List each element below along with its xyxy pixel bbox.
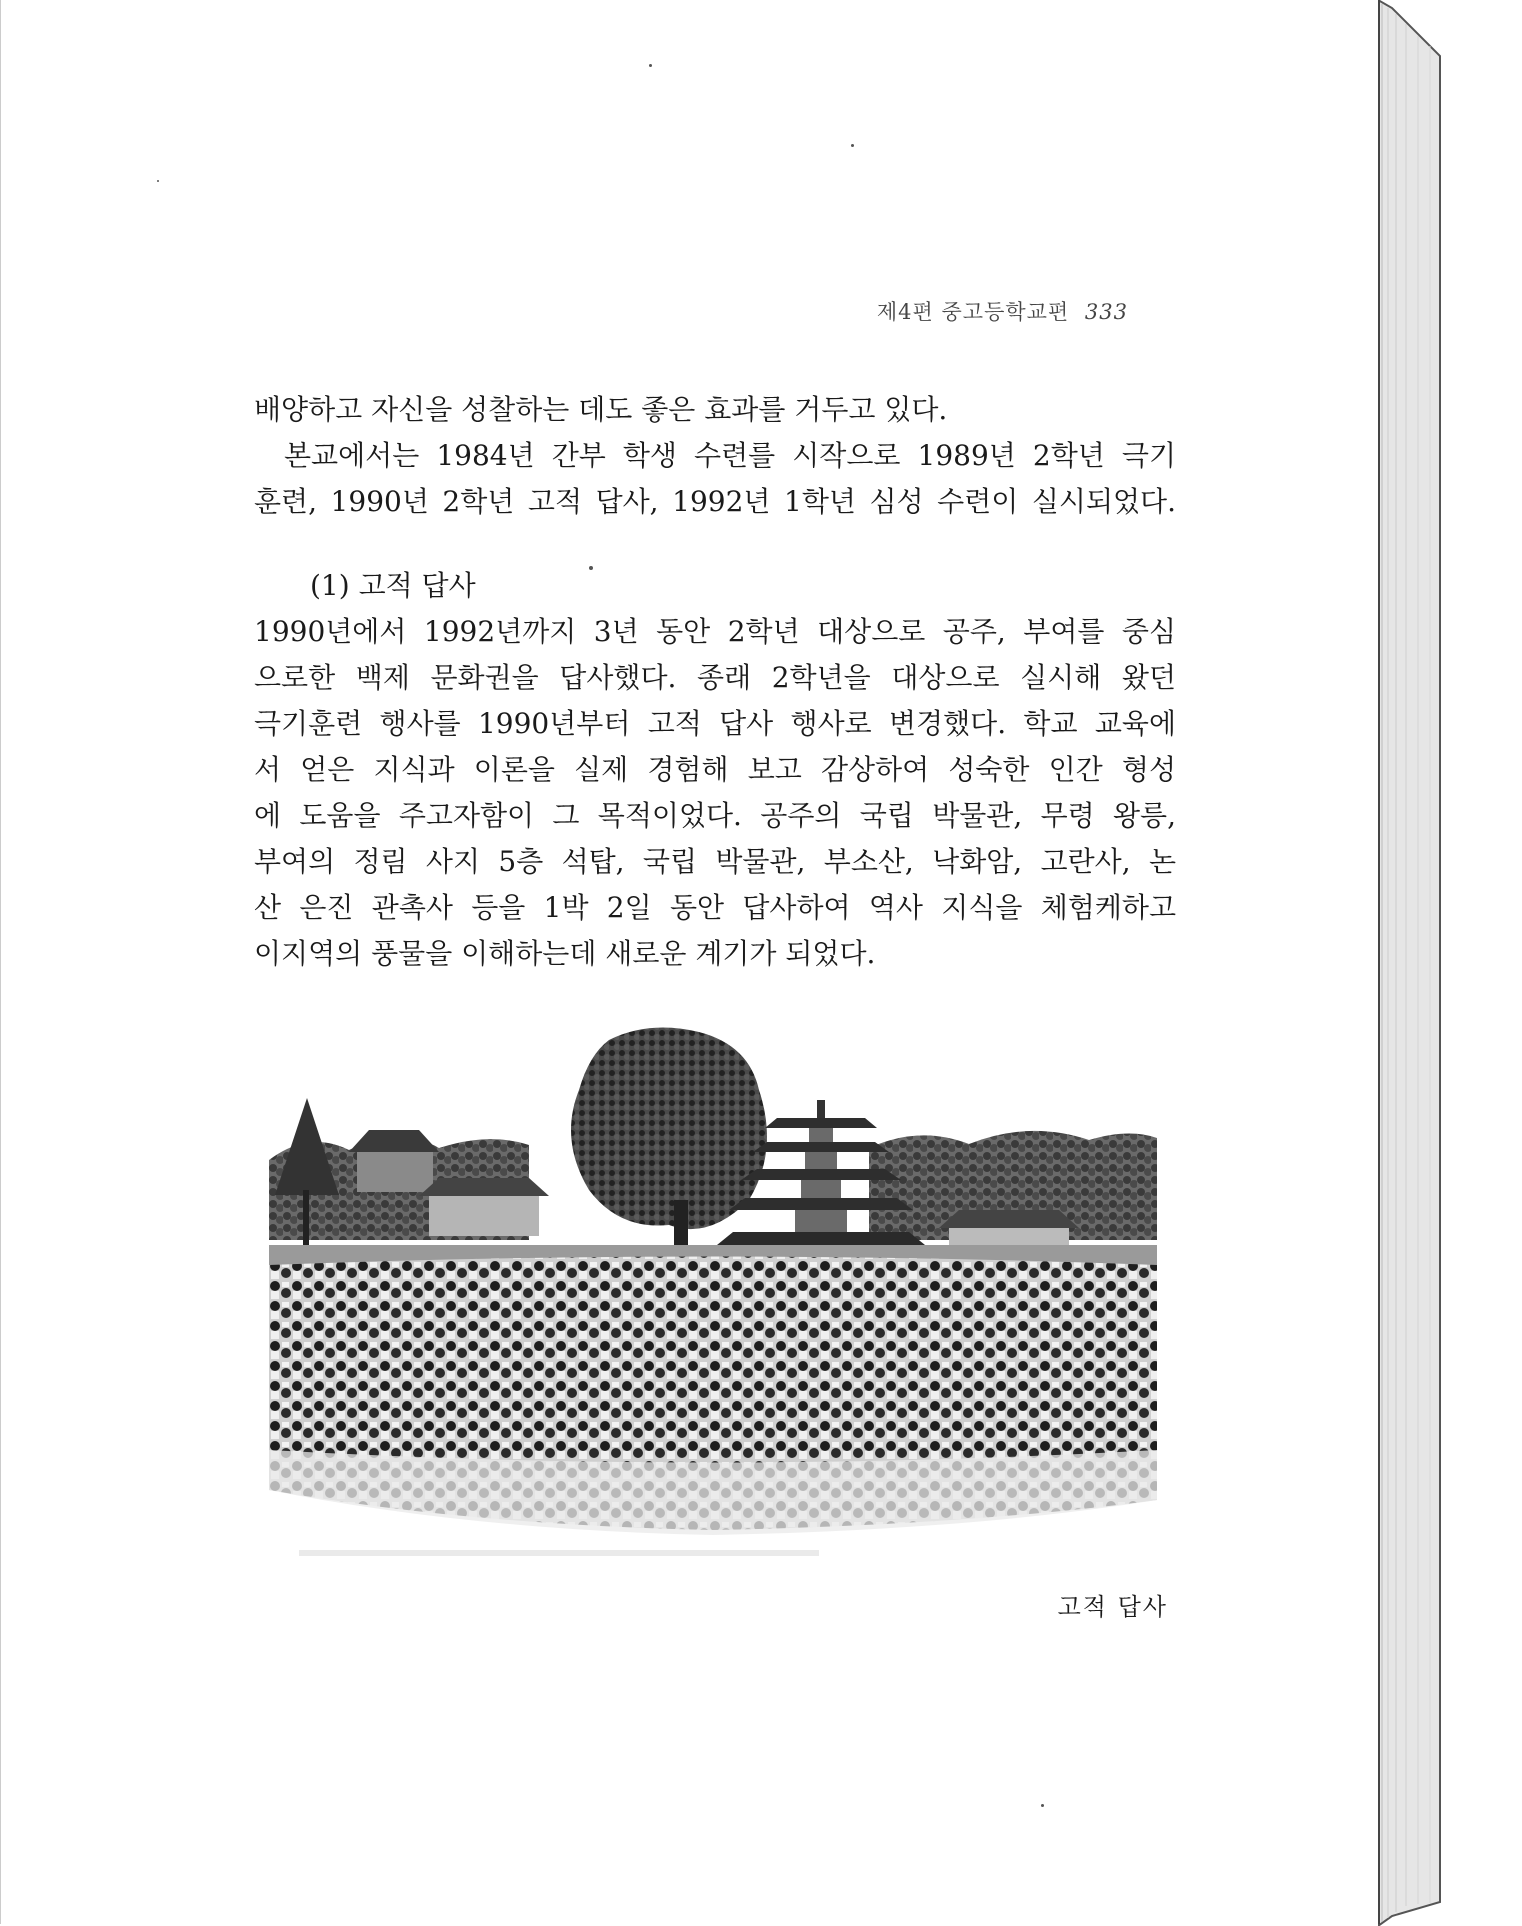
- page-number: 333: [1084, 300, 1128, 324]
- text-line: 1990년에서 1992년까지 3년 동안 2학년 대상으로 공주, 부여를 중심: [254, 615, 1176, 648]
- text-line: 에 도움을 주고자함이 그 목적이었다. 공주의 국립 박물관, 무령 왕릉,: [254, 799, 1176, 832]
- running-head: [877, 296, 1128, 326]
- section-title: 제4편 중고등학교편: [876, 300, 1070, 324]
- text-line: 극기훈련 행사를 1990년부터 고적 답사 행사로 변경했다. 학교 교육에: [254, 707, 1176, 740]
- text-line: 으로한 백제 문화권을 답사했다. 종래 2학년을 대상으로 실시해 왔던: [254, 661, 1176, 694]
- text-line: 서 얻은 지식과 이론을 실제 경험해 보고 감상하여 성숙한 인간 형성: [254, 753, 1176, 786]
- scan-speck: [1041, 1804, 1044, 1807]
- text-line: 배양하고 자신을 성찰하는 데도 좋은 효과를 거두고 있다.: [254, 393, 948, 426]
- scan-speck: [649, 64, 652, 67]
- text-line: 훈련, 1990년 2학년 고적 답사, 1992년 1학년 심성 수련이 실시되었다.: [254, 485, 1176, 518]
- section-heading: (1) 고적 답사: [310, 569, 476, 602]
- book-page-edges: [1378, 0, 1488, 1926]
- body-text: [254, 387, 1176, 977]
- scan-speck: [851, 144, 854, 147]
- pagoda-group-photo: [269, 1020, 1157, 1576]
- photo-caption: 고적 답사: [1057, 1593, 1168, 1621]
- text-line: 본교에서는 1984년 간부 학생 수련를 시작으로 1989년 2학년 극기: [284, 439, 1176, 472]
- scan-speck: [157, 180, 159, 182]
- text-line: 이지역의 풍물을 이해하는데 새로운 계기가 되었다.: [254, 937, 876, 970]
- text-line: 부여의 정림 사지 5층 석탑, 국립 박물관, 부소산, 낙화암, 고란사, 논: [254, 845, 1176, 878]
- text-line: 산 은진 관촉사 등을 1박 2일 동안 답사하여 역사 지식을 체험케하고: [254, 891, 1176, 924]
